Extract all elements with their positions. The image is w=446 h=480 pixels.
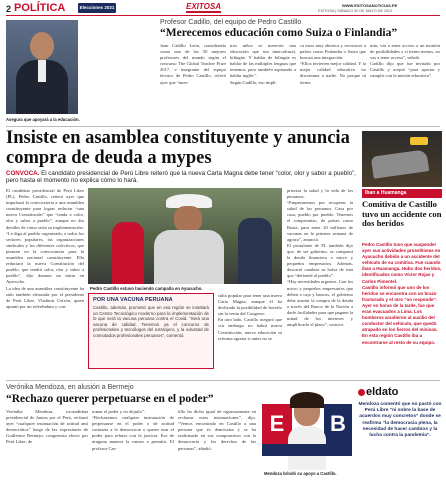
mendoza-photo: E B [262, 386, 352, 470]
eldato-text: Mendoza comentó que no pactó con Perú Libre “ni sobre la base de acuerdos muy concretos” donde se reafirma “la democracia plena, la necesidad de hacer cambios y la lucha contra la pandemia”. [358, 402, 442, 439]
top-headline: “Merecemos educación como Suiza o Finlandia” [160, 27, 398, 39]
main-headline: Insiste en asamblea constituyente y anuncia compra de deuda a mypes [6, 128, 350, 168]
dateline: EXITOSA | SÁBADO 30 DE MAYO DE 2021 [318, 9, 393, 13]
eldato-label: eldato [366, 386, 399, 398]
accident-photo [362, 131, 442, 187]
top-col-1: Juan Cadillo León, considerado como uno de los 50 mejores profesores del mundo según el concurso The Global Teacher Prize 2017, e integrante del equipo técnico de Pedro Castillo, refirió ayer que “nues- [160, 43, 226, 85]
bottom-divider [6, 380, 440, 381]
bottom-headline: “Rechazo querer perpetuarse en el poder” [6, 393, 214, 405]
castillo-rally-photo [88, 188, 282, 284]
sidebar-label: Iban a Huamanga [362, 189, 442, 198]
rally-photo-caption: Pedro Castillo estuvo haciendo campaña en Ayacucho. [90, 286, 203, 291]
lead-label: CONVOCA. [6, 170, 40, 177]
cadillo-photo [6, 20, 78, 114]
vaccine-box [88, 293, 214, 369]
section-title: POLÍTICA [14, 2, 66, 14]
bottom-kicker: Verónika Mendoza, en alusión a Bermejo [6, 384, 134, 391]
bottom-col-3: tillo ha dicho igual de rigurosamente en rechazar estas insinuaciones”, dijo. “Vemos encontrado en Castillo a una persona que es demócrata y se ha reafirmado en sus compromisos con la democracia y los derechos de las personas”, añadió. [178, 409, 256, 451]
top-kicker: Profesor Cadillo, del equipo de Pedro Castillo [160, 19, 302, 26]
top-divider [6, 126, 440, 127]
vaccine-box-title: POR UNA VACUNA PERUANA [93, 297, 173, 303]
top-col-2: tros niños se merecen una educación que sea intercultural, bilingüe. Y hablar de bilingüe es hablar de las múltiples lenguas que tenemos, pero también aspirando a hablar inglés”. Según Cadillo, eso impli- [230, 43, 296, 85]
main-col-3: sulta popular para tener una nueva Carta Magna, aunque él ha deslizado la posibilidad de hacerlo sin la venia del Congreso. En otro lado, Castillo aseguró que «in embargo no habrá nueva Constitución, nueva educación ni reforma agraria si antes no se [218, 293, 282, 341]
eldato-dot-icon [358, 389, 365, 396]
vaccine-box-text: Castillo, además, prometió que en esa región se instalará un Centro Tecnológico moderno para la implementación de lo que será la vacuna peruana contra el Covid. “Será una vacuna de calidad. Tenemos ya el concurso de profesionales y tecnólogos del extranjero, y la voluntad de connotados profesionales peruanos”, comentó. [93, 305, 209, 338]
page-number: 2 [6, 4, 12, 14]
bottom-col-1: Verónika Mendoza, excandidata presidencial de Juntos por el Perú, rechazó ayer “cualquier insinuación de actitud anti democrática” luego de las expresiones de Guillermo Bermejo, congresista electo por Perú Libre, de [6, 409, 88, 445]
website[interactable]: WWW.EXITOSANOTICIAS.PE [342, 3, 398, 8]
cadillo-caption: Asegura que apoyará a la educación. [6, 117, 80, 122]
main-col-4: prioriza la salud y la vida de los peruanos. “Empezaremos por recuperar la salud de los peruanos. Casa por casa, pueblo por pueblo. Tenemos el compromiso, de países como Rusia, para tener 20 millones de vacunas en la primera semana de agosto”, anunció. El postulante de PL también dijo que, de ser gobierno, se comprará la deuda financiera a micro y pequeños empresarios. Además, descartó cambiar su bolsa de ruta que “defiende al pueblo”. “Hay necesidades urgentes. Con los micro y pequeños empresarios que deben a caja y bancos, el gobierno debe asumir la compra de la deuda a través del Banco de la Nación a darle facilidades para que paguen la mitad de los intereses y amplificarle el plazo”, sostuvo. [287, 188, 353, 328]
main-col-1: El candidato presidencial de Perú Libre (PL), Pedro Castillo, reiteró ayer que impulsará la convocatoria a una asamblea constituyente para lograr redactar “una nueva Constitución” que “tenda a color, olor y sabor a pueblo”, aunque no dio detalles de cómo sería su implementación. “Le diga al pueblo organizado, a todos los sectores populares, las organizaciones sindicales y los diferentes colectivos, que piensen en la convocatoria para la asamblea nacional constituyente. Ella redactará la nueva Constitución del pueblo, que tendrá color, olor y sabor a pueblo”, dijo durante un mitin en Ayacucho. La idea de una asamblea constituyente ha sido también esbozada por el presidente de Perú Libre, Vladimir Cerrón, quien apuntó por un referéndum y con- [6, 188, 84, 309]
election-badge: Elecciones 2021 [78, 3, 116, 13]
brand-logo: EXITOSA [186, 2, 221, 11]
header-rule [6, 15, 440, 16]
eldato-title [358, 386, 442, 399]
bottom-col-2: tomar el poder y no dejarlo”. “Rechazamos cualquier insinuación de perpetuarse en el poder o de actitud contraria a la democracia o querer usar el poder para refutar con la justicia. Eso de ninguna manera la vamos a permitir. El profesor Cas- [92, 409, 174, 451]
main-lead [6, 170, 356, 185]
sidebar-title: Comitiva de Castillo tuvo un accidente con dos heridos [362, 199, 442, 229]
top-col-4: más, vas a tener acceso a un montón de posibilidades y si tienes menos, no vas a tener acceso”, señaló. Cadillo dijo que fue invitado por Castillo y aceptó “para aportar y cumplir con la misión educativa”. [370, 43, 440, 79]
top-col-3: ca estar muy abiertos y reconocer a países como Finlandia o Suiza que buscan una integración. “Ellos invierten mejor calidad. Y la mejor calidad educativa no discrimina a nadie. No porque tú tienes [300, 43, 366, 85]
lead-text: El candidato presidencial de Perú Libre reiteró que la nueva Carta Magna debe tener “color, olor y sabor a pueblo”, pero hasta el momento no explica cómo lo hará. [6, 170, 356, 185]
mendoza-caption: Mendoza brindó su apoyo a Castillo. [264, 471, 337, 476]
sidebar-text: Pedro Castillo tuvo que suspender ayer sus actividades proselitistas en Ayacucho debido a un accidente del vehículo de su comitiva. Fue cuando iban a Huamanga. Hubo dos heridos, identificados como Víctor Rojas y Carlos Pimentel. Castillo informó que uno de los heridos se encuentra con un brazo fracturado y el otro “no responde”. Ayer en horas de la tarde, fue que eran evacuados a Lima. Los bomberos acudieron al auxilio del conductor del vehículo, que quedó atrapado en los fierros del minivan. En esta región Castillo iba a encontrarse al resto de su equipo. [362, 242, 442, 345]
eldato-block [358, 386, 442, 476]
